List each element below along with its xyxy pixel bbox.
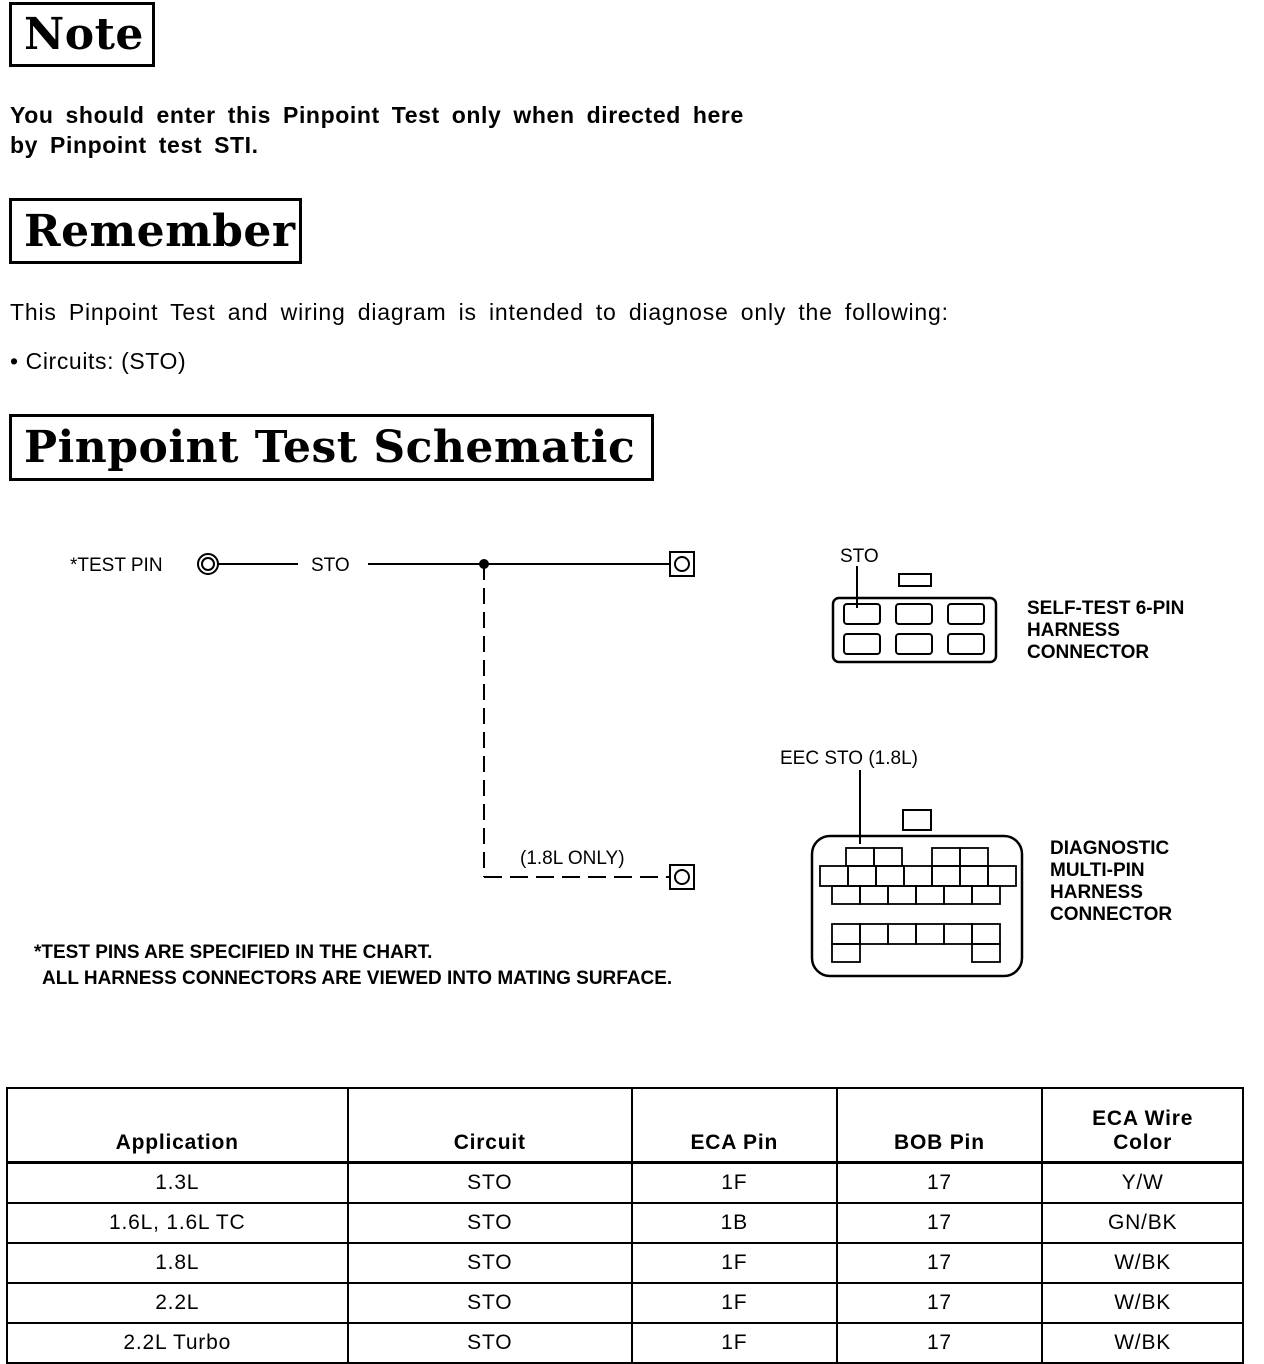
connector-terminal-icon	[670, 552, 694, 576]
only-18l-label: (1.8L ONLY)	[520, 848, 625, 869]
cell-circuit: STO	[348, 1283, 633, 1323]
schematic-heading: Pinpoint Test Schematic	[9, 414, 654, 481]
cell-application: 2.2L Turbo	[7, 1323, 348, 1363]
note-heading: Note	[9, 2, 155, 67]
note-text-line1: You should enter this Pinpoint Test only when directed here	[10, 102, 744, 128]
cell-wire-color: W/BK	[1042, 1243, 1243, 1283]
cell-bob-pin: 17	[837, 1203, 1043, 1243]
diag-connector-label-2: MULTI-PIN	[1050, 860, 1145, 881]
cell-application: 1.6L, 1.6L TC	[7, 1203, 348, 1243]
remember-heading: Remember	[9, 198, 302, 264]
selftest-connector-label-1: SELF-TEST 6-PIN	[1027, 598, 1185, 619]
test-pin-label: *TEST PIN	[70, 555, 163, 576]
col-bob-pin: BOB Pin	[837, 1088, 1043, 1163]
selftest-connector-label-3: CONNECTOR	[1027, 642, 1150, 663]
cell-eca-pin: 1F	[632, 1243, 837, 1283]
table-row	[7, 1203, 1243, 1243]
remember-text: This Pinpoint Test and wiring diagram is intended to diagnose only the following:	[10, 299, 949, 325]
cell-circuit: STO	[348, 1323, 633, 1363]
cell-bob-pin: 17	[837, 1283, 1043, 1323]
diagnostic-connector-body	[812, 836, 1022, 976]
selftest-connector-label-2: HARNESS	[1027, 620, 1120, 641]
cell-circuit: STO	[348, 1243, 633, 1283]
cell-circuit: STO	[348, 1163, 633, 1204]
footnote-1: *TEST PINS ARE SPECIFIED IN THE CHART.	[34, 942, 433, 963]
cell-wire-color: GN/BK	[1042, 1203, 1243, 1243]
connector-key	[903, 810, 931, 830]
cell-application: 2.2L	[7, 1283, 348, 1323]
table-row	[7, 1243, 1243, 1283]
table-header-row	[7, 1088, 1243, 1163]
circuits-bullet: • Circuits: (STO)	[10, 348, 187, 374]
note-text-line2: by Pinpoint test STI.	[10, 132, 259, 158]
diag-connector-label-3: HARNESS	[1050, 882, 1143, 903]
cell-bob-pin: 17	[837, 1163, 1043, 1204]
cell-eca-pin: 1F	[632, 1163, 837, 1204]
test-pin-icon	[198, 554, 218, 574]
table-row	[7, 1163, 1243, 1204]
cell-eca-pin: 1F	[632, 1283, 837, 1323]
footnote-2: ALL HARNESS CONNECTORS ARE VIEWED INTO MATING SURFACE.	[42, 968, 673, 989]
connector-terminal-icon	[670, 865, 694, 889]
table-row	[7, 1323, 1243, 1363]
cell-wire-color: W/BK	[1042, 1283, 1243, 1323]
table-row	[7, 1283, 1243, 1323]
cell-bob-pin: 17	[837, 1323, 1043, 1363]
pin-chart-table	[6, 1087, 1244, 1364]
cell-eca-pin: 1F	[632, 1323, 837, 1363]
cell-wire-color: W/BK	[1042, 1323, 1243, 1363]
cell-application: 1.8L	[7, 1243, 348, 1283]
cell-circuit: STO	[348, 1203, 633, 1243]
selftest-sto-label: STO	[840, 546, 879, 567]
connector-key	[899, 574, 931, 586]
diag-connector-label-4: CONNECTOR	[1050, 904, 1173, 925]
diag-connector-label-1: DIAGNOSTIC	[1050, 838, 1170, 859]
cell-wire-color: Y/W	[1042, 1163, 1243, 1204]
cell-bob-pin: 17	[837, 1243, 1043, 1283]
col-application: Application	[7, 1088, 348, 1163]
cell-eca-pin: 1B	[632, 1203, 837, 1243]
col-circuit: Circuit	[348, 1088, 633, 1163]
wiring-diagram	[0, 500, 1264, 1000]
sto-wire-label: STO	[311, 555, 350, 576]
col-eca-pin: ECA Pin	[632, 1088, 837, 1163]
cell-application: 1.3L	[7, 1163, 348, 1204]
eec-sto-label: EEC STO (1.8L)	[780, 748, 918, 769]
col-eca-wire-color: ECA Wire Color	[1042, 1088, 1243, 1163]
